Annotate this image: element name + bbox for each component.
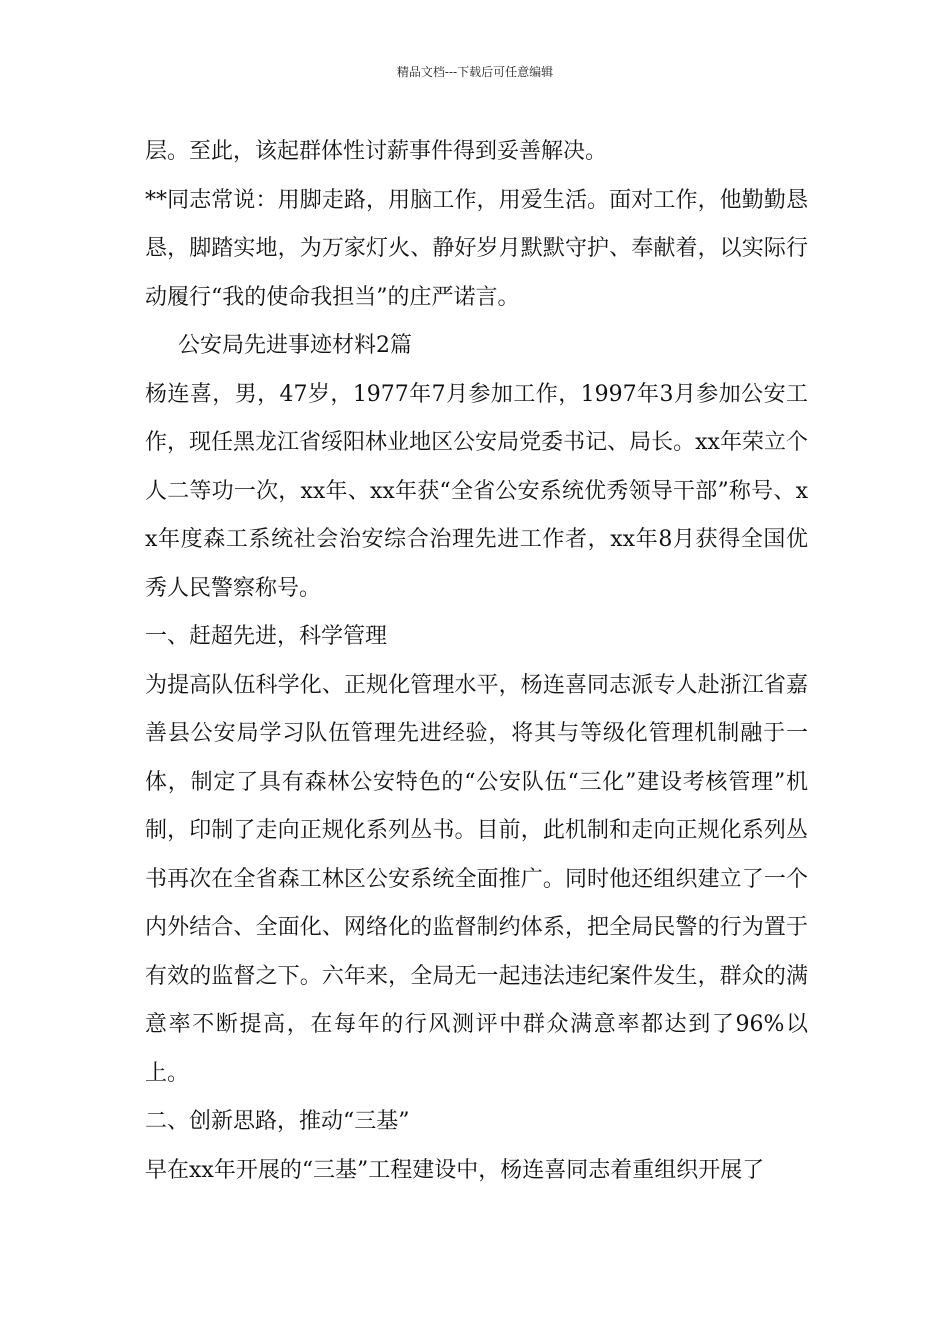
- page-header: 精品文档---下载后可任意编辑: [396, 65, 554, 79]
- paragraph-management: 为提高队伍科学化、正规化管理水平，杨连喜同志派专人赴浙江省嘉善县公安局学习队伍管理先进经验，将其与等级化管理机制融于一体，制定了具有森林公安特色的“公安队伍“三化”建设考核管理”机制，印制了走向正规化系列丛书。目前，此机制和走向正规化系列丛书再次在全省森工林区公安系统全面推广。同时他还组织建立了一个内外结合、全面化、网络化的监督制约体系，把全局民警的行为置于有效的监督之下。六年来，全局无一起违法违纪案件发生，群众的满意率不断提高，在每年的行风测评中群众满意率都达到了96%以上。: [145, 672, 808, 1086]
- heading-section-one: 一、赶超先进，科学管理: [145, 624, 388, 649]
- paragraph-closing-line: 层。至此，该起群体性讨薪事件得到妥善解决。: [145, 139, 608, 164]
- paragraph-three-basics: 早在xx年开展的“三基”工程建设中，杨连喜同志着重组织开展了: [145, 1157, 765, 1183]
- paragraph-motto: **同志常说：用脚走路，用脑工作，用爱生活。面对工作，他勤勤恳恳，脚踏实地，为万家灯火、静好岁月默默守护、奉献着，以实际行动履行“我的使命我担当”的庄严诺言。: [145, 187, 808, 310]
- document-body: [145, 128, 808, 1195]
- heading-section-two: 二、创新思路，推动“三基”: [145, 1109, 410, 1134]
- section-title: 公安局先进事迹材料2篇: [178, 333, 412, 358]
- paragraph-profile: 杨连喜，男，47岁，1977年7月参加工作，1997年3月参加公安工作，现任黑龙江省绥阳林业地区公安局党委书记、局长。xx年荣立个人二等功一次，xx年、xx年获“全省公安系统优秀领导干部”称号、xx年度森工系统社会治安综合治理先进工作者，xx年8月获得全国优秀人民警察称号。: [145, 381, 808, 601]
